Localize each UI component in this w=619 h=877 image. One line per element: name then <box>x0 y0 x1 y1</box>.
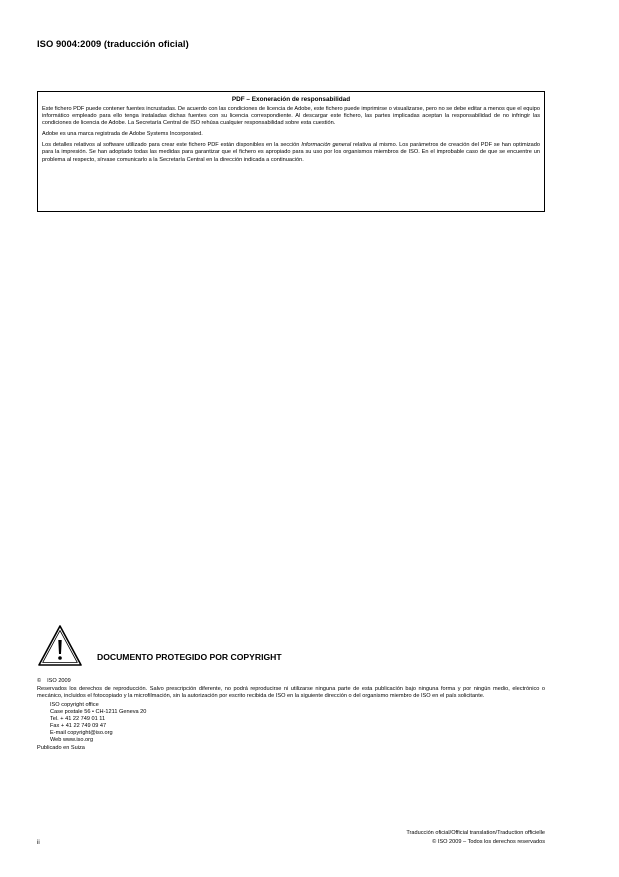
copyright-warning-row <box>37 624 545 672</box>
address-line: Web www.iso.org <box>50 737 94 744</box>
address-line: Fax + 41 22 749 09 47 <box>50 722 107 729</box>
copyright-symbol: © <box>37 678 42 684</box>
pdf-disclaimer-box <box>37 91 545 212</box>
page-number: ii <box>37 840 40 846</box>
address-line: Case postale 56 • CH-1211 Geneva 20 <box>50 708 147 715</box>
disclaimer-title: PDF – Exoneración de responsabilidad <box>231 96 351 103</box>
disclaimer-paragraph-fonts: Este fichero PDF puede contener fuentes incrustadas. De acuerdo con las condiciones de licencia de Adobe, este fichero puede imprimirse o visualizarse, pero no se debe editar a menos que el equipo informático empleado para ello tenga instaladas dichas fuentes con su licencia correspondiente. Al descargar este fichero, las partes implicadas aceptan la responsabilidad de no infringir las condiciones de licencia de Adobe. La Secretaría Central de ISO rehúsa cualquier responsabilidad sobre esta cuestión. <box>42 106 540 127</box>
footer-rights-line: © ISO 2009 – Todos los derechos reservados <box>432 838 545 845</box>
copyright-title: DOCUMENTO PROTEGIDO POR COPYRIGHT <box>97 652 282 662</box>
copyright-year <box>37 678 545 685</box>
software-text-italic: Información general <box>301 142 352 149</box>
address-line: Tel. + 41 22 749 01 11 <box>50 715 106 722</box>
published-in: Publicado en Suiza <box>37 745 85 752</box>
copyright-section <box>37 624 545 752</box>
software-text-start: Los detalles relativos al software utilizado para crear este fichero PDF están disponibles en la sección <box>42 142 302 149</box>
iso-address-block <box>50 702 545 745</box>
footer-translation-line: Traducción oficial/Official translation/Traduction officielle <box>406 830 545 836</box>
copyright-rights-text: Reservados los derechos de reproducción. Salvo prescripción diferente, no podrá reproducirse ni utilizarse ninguna parte de esta publicación bajo ninguna forma y por ningún medio, electrónico o mecánico, incluidos el fotocopiado y la microfilmación, sin la autorización por escrito recibida de ISO en la siguiente dirección o del organismo miembro de ISO en el país solicitante. <box>37 686 545 700</box>
warning-triangle-icon <box>37 624 83 668</box>
copyright-year-text: ISO 2009 <box>47 678 71 684</box>
document-title: ISO 9004:2009 (traducción oficial) <box>37 38 189 49</box>
software-text-end: relativa al mismo. Los parámetros de creación del PDF se han optimizado para la impresión. Se han adoptado todas las medidas para garantizar que el fichero es apropiado para su uso por los organismos miembros de ISO. En el improbable caso de que se encuentre un problema al respecto, sírvase comunicarlo a la Secretaría Central en la dirección indicada a continuación. <box>42 142 540 163</box>
disclaimer-paragraph-adobe: Adobe es una marca registrada de Adobe Systems Incorporated. <box>42 131 203 138</box>
page-footer <box>406 829 545 846</box>
disclaimer-paragraph-software <box>42 142 540 163</box>
address-line: E-mail copyright@iso.org <box>50 729 113 736</box>
address-line: ISO copyright office <box>50 701 99 708</box>
